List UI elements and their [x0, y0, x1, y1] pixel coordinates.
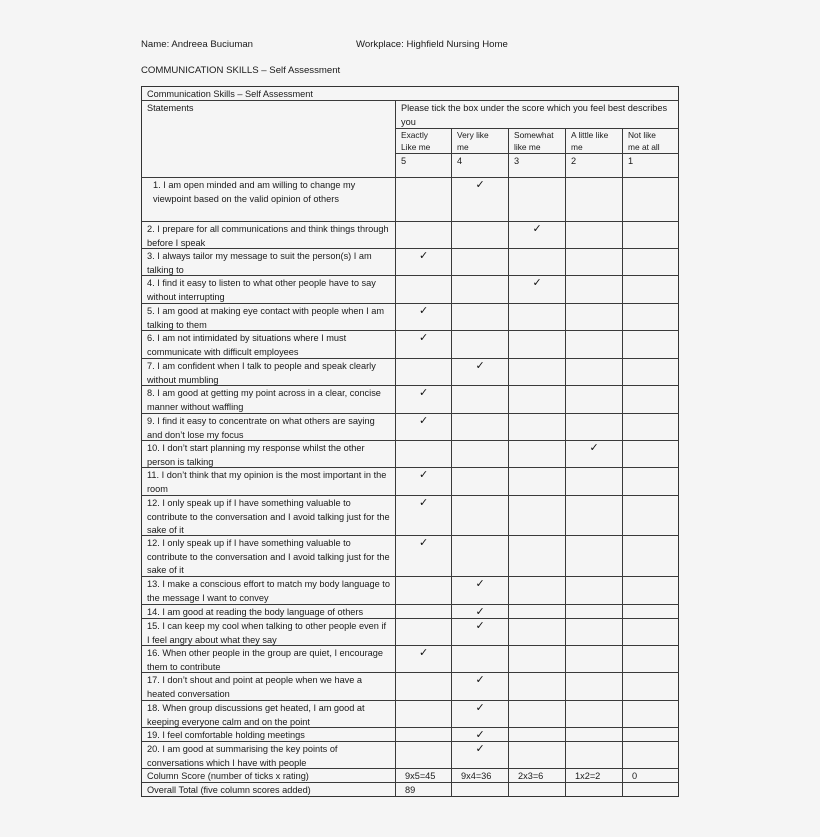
tick-box[interactable] [396, 577, 451, 604]
checkmark-icon: ✓ [475, 701, 485, 714]
overall-total-label: Overall Total (five column scores added) [147, 785, 311, 795]
name-field: Name: Andreea Buciuman [141, 39, 253, 50]
tick-box[interactable] [623, 742, 678, 768]
statement-text: 2. I prepare for all communications and think things through before I speak [147, 224, 389, 248]
tick-box[interactable] [566, 536, 622, 576]
statement-text: 4. I find it easy to listen to what other people have to say without interrupting [147, 278, 376, 302]
checkmark-icon: ✓ [475, 673, 485, 686]
column-label-line2: like me [514, 141, 541, 152]
tick-box[interactable] [623, 646, 678, 672]
tick-box[interactable] [566, 577, 622, 604]
tick-box[interactable] [396, 222, 451, 248]
statement-text: 16. When other people in the group are quiet, I encourage them to contribute [147, 648, 383, 672]
checkmark-icon: ✓ [532, 222, 542, 235]
column-label-line2: Like me [401, 141, 431, 152]
column-label [509, 129, 566, 154]
column-label-line1: Very like [457, 130, 489, 140]
tick-box[interactable] [623, 441, 678, 467]
statements-header: Statements [147, 103, 194, 113]
tick-box[interactable] [566, 468, 622, 495]
tick-box[interactable] [566, 605, 622, 618]
statement-text: 12. I only speak up if I have something valuable to contribute to the conversation and I avoid talking just for the sake of it [147, 538, 390, 575]
statement-text: 11. I don’t think that my opinion is the most important in the room [147, 470, 387, 494]
statement-text: 12. I only speak up if I have something valuable to contribute to the conversation and I avoid talking just for the sake of it [147, 498, 390, 535]
tick-box[interactable] [509, 359, 565, 385]
checkmark-icon: ✓ [475, 742, 485, 755]
tick-box[interactable] [396, 742, 451, 768]
checkmark-icon: ✓ [475, 728, 485, 741]
tick-box[interactable] [566, 222, 622, 248]
tick-box[interactable] [623, 728, 678, 741]
tick-box[interactable] [623, 605, 678, 618]
tick-box[interactable] [396, 728, 451, 741]
tick-box[interactable] [452, 536, 508, 576]
tick-box[interactable] [566, 276, 622, 303]
tick-box[interactable] [396, 276, 451, 303]
tick-box[interactable] [396, 673, 451, 700]
checkmark-icon: ✓ [419, 249, 429, 262]
checkmark-icon: ✓ [419, 496, 429, 509]
checkmark-icon: ✓ [475, 577, 485, 590]
tick-box[interactable] [509, 728, 565, 741]
tick-box[interactable] [509, 414, 565, 440]
tick-box[interactable] [396, 619, 451, 645]
checkmark-icon: ✓ [419, 331, 429, 344]
column-label [396, 129, 452, 154]
tick-box[interactable] [452, 441, 508, 467]
column-score-result: 2x3=6 [518, 771, 544, 781]
tick-box[interactable] [509, 468, 565, 495]
tick-box[interactable] [509, 619, 565, 645]
checkmark-icon: ✓ [475, 359, 485, 372]
tick-box[interactable] [509, 441, 565, 467]
statement-text: 8. I am good at getting my point across in a clear, concise manner without waffling [147, 388, 381, 412]
tick-box[interactable] [452, 468, 508, 495]
tick-box[interactable] [509, 742, 565, 768]
tick-box[interactable] [623, 304, 678, 330]
column-score-result: 9x4=36 [461, 771, 492, 781]
tick-box[interactable] [509, 536, 565, 576]
overall-total-value: 89 [405, 785, 416, 795]
checkmark-icon: ✓ [419, 414, 429, 427]
column-score-value: 2 [571, 156, 577, 166]
column-label-line2: me [571, 141, 583, 152]
checkmark-icon: ✓ [475, 619, 485, 632]
tick-box[interactable] [452, 386, 508, 413]
tick-box[interactable] [623, 673, 678, 700]
document-title: COMMUNICATION SKILLS – Self Assessment [141, 65, 341, 76]
tick-box[interactable] [452, 414, 508, 440]
checkmark-icon: ✓ [419, 468, 429, 481]
tick-box[interactable] [623, 496, 678, 535]
statement-text: 1. I am open minded and am willing to change my viewpoint based on the valid opinion of others [153, 180, 356, 204]
tick-box[interactable] [566, 619, 622, 645]
tick-box[interactable] [452, 304, 508, 330]
tick-box[interactable] [452, 276, 508, 303]
tick-box[interactable] [509, 178, 565, 221]
tick-box[interactable] [452, 222, 508, 248]
column-label-line2: me [457, 141, 469, 152]
statement-text: 14. I am good at reading the body language of others [147, 607, 364, 617]
tick-box[interactable] [623, 249, 678, 275]
tick-box[interactable] [623, 386, 678, 413]
column-score-label: Column Score (number of ticks x rating) [147, 771, 309, 781]
tick-box[interactable] [452, 249, 508, 275]
tick-box[interactable] [509, 249, 565, 275]
tick-box[interactable] [566, 304, 622, 330]
statement-text: 15. I can keep my cool when talking to other people even if I feel angry about what they say [147, 621, 387, 645]
column-label-line1: Somewhat [514, 130, 554, 140]
tick-box[interactable] [452, 646, 508, 672]
statement-text: 7. I am confident when I talk to people and speak clearly without mumbling [147, 361, 376, 385]
tick-box[interactable] [509, 496, 565, 535]
tick-box[interactable] [623, 414, 678, 440]
workplace-field: Workplace: Highfield Nursing Home [356, 39, 508, 50]
tick-box[interactable] [509, 331, 565, 358]
tick-box[interactable] [623, 178, 678, 221]
tick-box[interactable] [566, 496, 622, 535]
column-label-line2: me at all [628, 141, 660, 152]
statement-text: 19. I feel comfortable holding meetings [147, 730, 305, 740]
tick-box[interactable] [566, 178, 622, 221]
column-score-value: 3 [514, 156, 520, 166]
statement-text: 13. I make a conscious effort to match my body language to the message I want to convey [147, 579, 390, 603]
checkmark-icon: ✓ [419, 304, 429, 317]
statement-text: 3. I always tailor my message to suit the person(s) I am talking to [147, 251, 372, 275]
tick-box[interactable] [566, 359, 622, 385]
statement-text: 5. I am good at making eye contact with people when I am talking to them [147, 306, 384, 330]
tick-box[interactable] [623, 222, 678, 248]
tick-box[interactable] [509, 605, 565, 618]
self-assessment-table [141, 86, 679, 797]
checkmark-icon: ✓ [419, 646, 429, 659]
tick-box[interactable] [396, 605, 451, 618]
tick-box[interactable] [396, 441, 451, 467]
column-score-result: 9x5=45 [405, 771, 436, 781]
tick-box[interactable] [396, 359, 451, 385]
tick-box[interactable] [566, 249, 622, 275]
tick-box[interactable] [623, 331, 678, 358]
tick-box[interactable] [396, 701, 451, 727]
tick-box[interactable] [566, 414, 622, 440]
column-label-line1: A little like [571, 130, 609, 140]
column-label [623, 129, 679, 154]
column-score-result: 0 [632, 771, 638, 781]
tick-box[interactable] [623, 468, 678, 495]
tick-box[interactable] [509, 577, 565, 604]
tick-box[interactable] [623, 577, 678, 604]
tick-box[interactable] [452, 331, 508, 358]
checkmark-icon: ✓ [589, 441, 599, 454]
tick-box[interactable] [566, 331, 622, 358]
tick-box[interactable] [623, 276, 678, 303]
tick-box[interactable] [623, 619, 678, 645]
checkmark-icon: ✓ [419, 386, 429, 399]
tick-box[interactable] [509, 386, 565, 413]
checkmark-icon: ✓ [475, 178, 485, 191]
tick-box[interactable] [566, 728, 622, 741]
column-score-value: 5 [401, 156, 407, 166]
column-label-line1: Exactly [401, 130, 428, 140]
score-instruction: Please tick the box under the score which you feel best describes you [401, 103, 668, 127]
tick-box[interactable] [509, 673, 565, 700]
column-score-value: 1 [628, 156, 634, 166]
statement-text: 20. I am good at summarising the key points of conversations which I have with people [147, 744, 338, 768]
tick-box[interactable] [509, 646, 565, 672]
checkmark-icon: ✓ [475, 605, 485, 618]
table-title: Communication Skills – Self Assessment [147, 89, 313, 99]
statement-text: 17. I don’t shout and point at people when we have a heated conversation [147, 675, 363, 699]
tick-box[interactable] [566, 646, 622, 672]
tick-box[interactable] [509, 304, 565, 330]
checkmark-icon: ✓ [419, 536, 429, 549]
column-score-value: 4 [457, 156, 463, 166]
tick-box[interactable] [623, 536, 678, 576]
tick-box[interactable] [566, 742, 622, 768]
tick-box[interactable] [509, 701, 565, 727]
tick-box[interactable] [566, 673, 622, 700]
tick-box[interactable] [623, 359, 678, 385]
tick-box[interactable] [566, 701, 622, 727]
column-label [566, 129, 623, 154]
tick-box[interactable] [623, 701, 678, 727]
column-label [452, 129, 509, 154]
column-label-line1: Not like [628, 130, 656, 140]
column-score-result: 1x2=2 [575, 771, 601, 781]
checkmark-icon: ✓ [532, 276, 542, 289]
tick-box[interactable] [566, 386, 622, 413]
tick-box[interactable] [452, 496, 508, 535]
statement-text: 18. When group discussions get heated, I am good at keeping everyone calm and on the point [147, 703, 365, 727]
statement-text: 10. I don’t start planning my response whilst the other person is talking [147, 443, 365, 467]
statement-text: 6. I am not intimidated by situations where I must communicate with difficult employees [147, 333, 347, 357]
statement-text: 9. I find it easy to concentrate on what others are saying and don’t lose my focus [147, 416, 375, 440]
tick-box[interactable] [396, 178, 451, 221]
